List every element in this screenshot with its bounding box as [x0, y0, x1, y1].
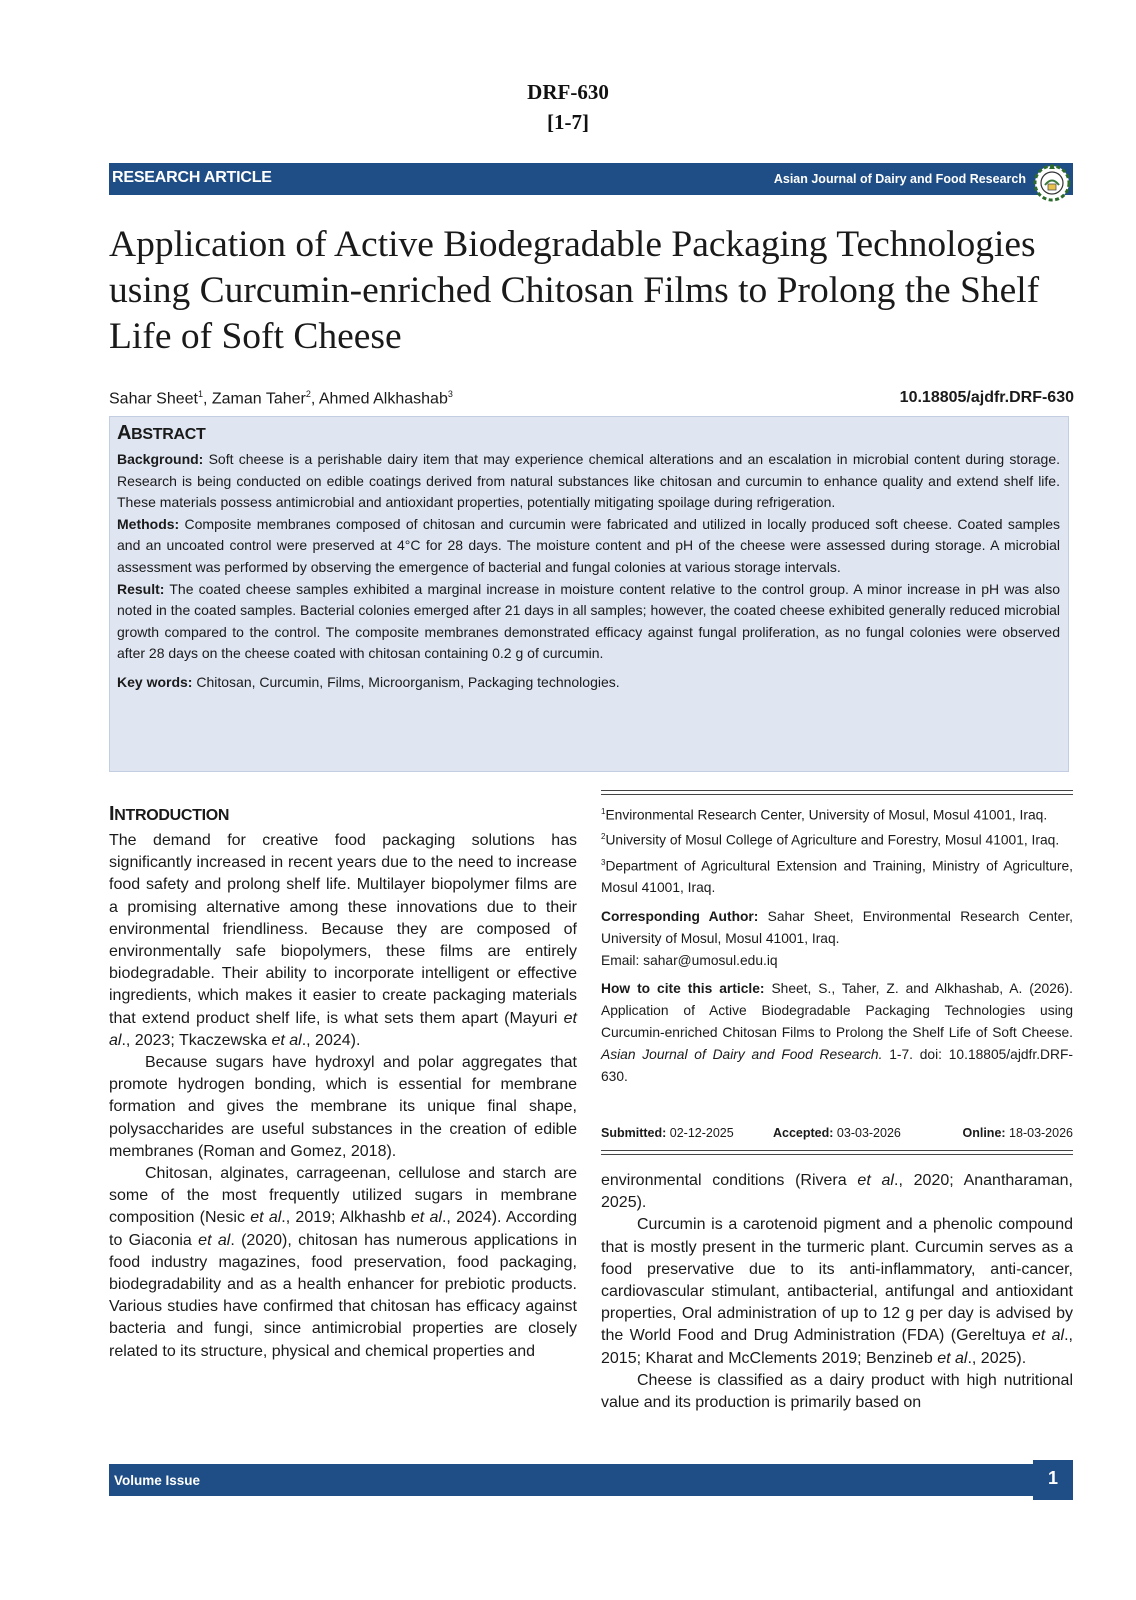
author-name: Ahmed Alkhashab — [318, 390, 448, 408]
article-code: DRF-630 — [527, 80, 609, 104]
intro-paragraph-2: Because sugars have hydroxyl and polar aggregates that promote hydrogen bonding, which is essential for membrane formation and gives the membrane its unique final shape, polysaccharides are useful substances in the creation of edible membranes (Roman and Gomez, 2018). — [109, 1054, 577, 1160]
intro-p3-text: . (2020), chitosan has numerous applications in food industry magazines, food preservation, food packaging, biodegradability and as a health enhancer for prebiotic products. Various studies have confirmed that chitosan has efficacy against bacteria and fungi, since antimicrobial properties are closely related to its structure, physical and chemical properties and — [109, 1231, 577, 1360]
abstract-background — [117, 449, 1060, 514]
right-paragraph-2: Cheese is classified as a dairy product with high nutritional value and its production is primarily based on — [601, 1371, 1073, 1412]
right-p0-text: ., 2020; Anantharaman, 2025). — [601, 1172, 1073, 1212]
intro-paragraph-1 — [109, 830, 577, 1052]
intro-p3-text: ., 2024). According to Giaconia — [109, 1209, 577, 1249]
journal-logo-icon — [1030, 160, 1074, 204]
affiliation-1-text: Environmental Research Center, University of Mosul, Mosul 41001, Iraq. — [605, 807, 1048, 823]
right-p1-text: Curcumin is a carotenoid pigment and a phenolic compound that is mostly present in the turmeric plant. Curcumin serves as a food preservative due to its anti-inflammatory, anti-cancer, cardiovascular stimulant, antibacterial, antifungal and antioxidant properties, Oral administration of up to 12 g per day is advised by the World Food and Drug Administration (FDA) (Gereltuya — [601, 1216, 1073, 1345]
abstract-heading — [117, 422, 1060, 445]
affiliation-1: $^1$Environmental Research Center, University of Mosul, Mosul 41001, Iraq. — [601, 807, 1048, 823]
page-number: 1 — [1033, 1460, 1073, 1500]
right-p1-text: ., 2015; Kharat and McClements 2019; Benzineb — [601, 1327, 1073, 1367]
keywords-label: Key words: — [117, 673, 193, 690]
online-label: Online: — [962, 1126, 1006, 1140]
intro-p3-etal: et al — [198, 1231, 231, 1249]
footer-bar — [109, 1464, 1073, 1496]
accepted-date — [773, 1126, 901, 1140]
introduction-heading — [109, 803, 577, 826]
author-affiliation-mark: 1 — [197, 389, 203, 399]
abstract-heading-rest: BSTRACT — [131, 426, 206, 443]
abstract-result — [117, 579, 1060, 665]
submitted-label: Submitted: — [601, 1126, 667, 1140]
submitted-date — [601, 1126, 734, 1140]
author-separator: , — [310, 390, 319, 408]
online-value: 18-03-2026 — [1009, 1126, 1073, 1140]
email[interactable]: Email: sahar@umosul.edu.iq — [601, 952, 778, 968]
introduction-column — [109, 803, 577, 1363]
author-name: Zaman Taher — [211, 390, 306, 408]
abstract-methods — [117, 514, 1060, 579]
right-p0-etal: et al — [857, 1172, 894, 1189]
affiliation-bottom-rule — [601, 1154, 1073, 1155]
page-range: [1-7] — [547, 110, 589, 134]
citation-doi: 1-7. doi: 10.18805/ajdfr.DRF-630. — [601, 1046, 1074, 1084]
corresponding-author — [601, 906, 1073, 950]
introduction-heading-initial: I — [109, 803, 115, 825]
intro-p1-etal: et al — [271, 1031, 302, 1049]
article-title: Application of Active Biodegradable Packaging Technologies using Curcumin-enriched Chitosan Films to Prolong the Shelf Life of Soft Cheese — [109, 224, 1040, 357]
background-label: Background: — [117, 451, 204, 467]
intro-p3-etal: et al — [250, 1209, 282, 1227]
intro-paragraph-3 — [109, 1163, 577, 1363]
right-body-column — [601, 1170, 1073, 1414]
online-date — [963, 1126, 1074, 1140]
intro-p1-mid: ., 2023; Tkaczewska — [121, 1031, 272, 1049]
affiliation-3: $^3$Department of Agricultural Extension and Training, Ministry of Agriculture, Mosul 41001, Iraq. — [601, 857, 1073, 896]
author-list — [109, 389, 453, 408]
submitted-value: 02-12-2025 — [669, 1126, 734, 1140]
author-name: Sahar Sheet — [109, 390, 198, 408]
methods-label: Methods: — [117, 515, 180, 532]
header-banner — [109, 163, 1073, 195]
background-text: Soft cheese is a perishable dairy item that may experience chemical alterations and an escalation in microbial content during storage. Research is being conducted on edible coatings derived from natural substances like chitosan and curcumin to enhance quality and extend shelf life. These materials possess antimicrobial and antioxidant properties, potentially mitigating spoilage during refrigeration. — [117, 451, 1061, 511]
volume-issue: Volume Issue — [114, 1473, 201, 1488]
corresponding-label: Corresponding Author: — [601, 908, 759, 924]
affiliation-2-text: University of Mosul College of Agriculture and Forestry, Mosul 41001, Iraq. — [605, 832, 1060, 848]
corresponding-text: Sahar Sheet, Environmental Research Center, University of Mosul, Mosul 41001, Iraq. — [601, 908, 1073, 946]
affiliations-block — [601, 801, 1073, 1087]
intro-p3-text: Chitosan, alginates, carrageenan, cellulose and starch are some of the most frequently utilized sugars in membrane composition (Nesic — [109, 1165, 577, 1227]
result-label: Result: — [117, 580, 165, 597]
citation-label: How to cite this article: — [601, 981, 765, 997]
right-p1-text: ., 2025). — [967, 1349, 1027, 1367]
result-text: The coated cheese samples exhibited a marginal increase in moisture content relative to the control group. A minor increase in pH was also noted in the coated samples. Bacterial colonies emerged after 21 days in all samples; however, the coated cheese exhibited generally reduced microbial growth compared to the control. The composite membranes demonstrated efficacy against fungal proliferation, as no fungal colonies were observed after 28 days on the cheese coated with chitosan containing 0.2 g of curcumin. — [117, 580, 1060, 662]
doi-link[interactable]: 10.18805/ajdfr.DRF-630 — [899, 389, 1074, 406]
affiliation-2: $^2$University of Mosul College of Agriculture and Forestry, Mosul 41001, Iraq. — [601, 832, 1060, 848]
keywords-text: Chitosan, Curcumin, Films, Microorganism, Packaging technologies. — [196, 673, 620, 690]
affiliation-top-rule — [601, 790, 1073, 791]
right-p1-etal: et al — [937, 1349, 968, 1367]
intro-p3-etal: et al — [410, 1209, 442, 1227]
citation-journal: Asian Journal of Dairy and Food Research. — [601, 1046, 883, 1062]
right-p0-text: environmental conditions (Rivera — [601, 1172, 858, 1189]
intro-p1-text: The demand for creative food packaging solutions has significantly increased in recent years due to the need to increase food safety and prolong shelf life. Multilayer biopolymer films are a promising alternative among these innovations due to their environmental friendliness. Because they are composed of environmentally safe biopolymers, these films are entirely biodegradable. Their ability to incorporate intelligent or effective ingredients, which makes it easier to create packaging materials that extend product shelf life, is what sets them apart (Mayuri — [109, 832, 577, 1027]
affiliation-bottom-rule — [601, 1150, 1073, 1151]
abstract-heading-initial: A — [117, 422, 132, 444]
author-affiliation-mark: 2 — [305, 389, 311, 399]
citation-text: Sheet, S., Taher, Z. and Alkhashab, A. (2026). Application of Active Biodegradable Packaging Technologies using Curcumin-enriched Chitosan Films to Prolong the Shelf Life of Soft Cheese. — [601, 981, 1073, 1040]
methods-text: Composite membranes composed of chitosan and curcumin were fabricated and utilized in locally produced soft cheese. Coated samples and an uncoated control were preserved at 4°C for 28 days. The moisture content and pH of the cheese were assessed during storage. A microbial assessment was performed by observing the emergence of bacterial and fungal colonies at various storage intervals. — [117, 515, 1060, 575]
abstract-box — [109, 416, 1069, 772]
accepted-label: Accepted: — [773, 1126, 834, 1140]
affiliation-top-rule — [601, 794, 1073, 795]
affiliation-3-text: Department of Agricultural Extension and Training, Ministry of Agriculture, Mosul 41001, Iraq. — [601, 858, 1073, 896]
intro-p3-text: ., 2019; Alkhashb — [281, 1209, 411, 1227]
right-p1-etal: et al — [1031, 1327, 1065, 1345]
intro-p1-etal: et al — [109, 1009, 577, 1049]
keywords — [117, 674, 1060, 690]
accepted-value: 03-03-2026 — [836, 1126, 901, 1140]
introduction-heading-rest: NTRODUCTION — [114, 807, 230, 824]
intro-p1-end: ., 2024). — [301, 1031, 361, 1049]
author-separator: , — [202, 390, 212, 408]
article-type: RESEARCH ARTICLE — [112, 169, 272, 186]
right-paragraph-0 — [601, 1170, 1073, 1214]
citation — [601, 978, 1073, 1087]
author-affiliation-mark: 3 — [447, 389, 453, 399]
right-paragraph-1 — [601, 1214, 1073, 1369]
journal-name: Asian Journal of Dairy and Food Research — [773, 172, 1026, 186]
